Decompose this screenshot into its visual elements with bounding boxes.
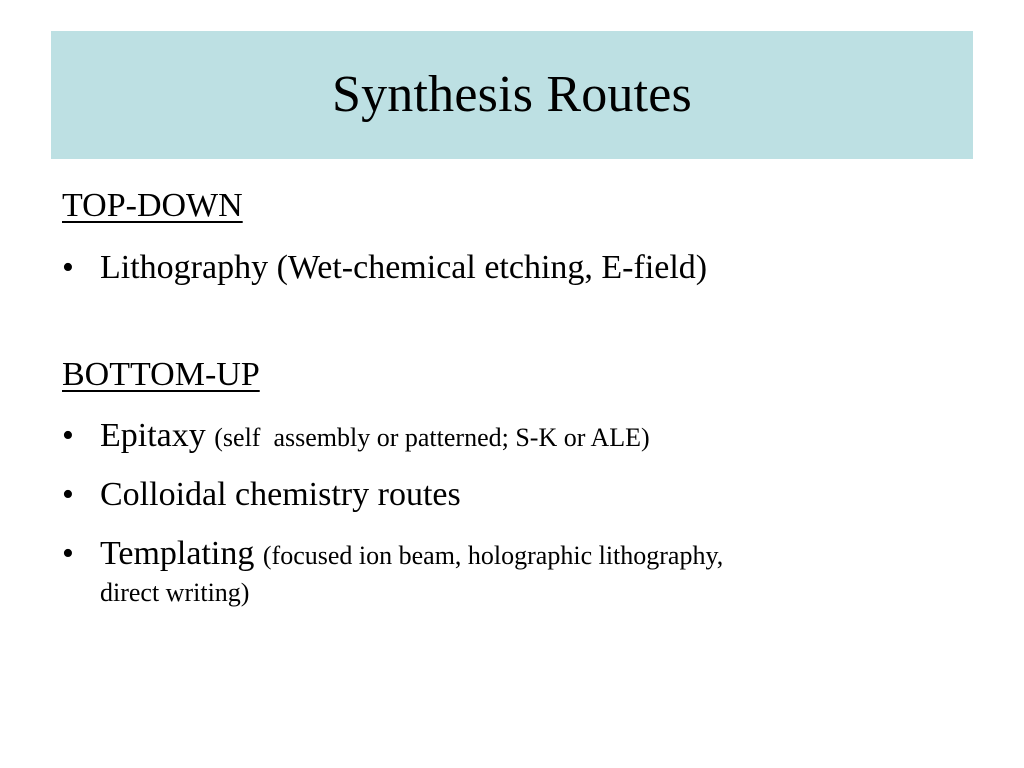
slide-content	[62, 186, 942, 611]
bullet-main-text: Colloidal chemistry routes	[100, 476, 461, 514]
section-heading-top-down: TOP-DOWN	[62, 187, 243, 224]
section-heading-bottom-up: BOTTOM-UP	[62, 355, 260, 393]
bullet-dot: •	[62, 248, 74, 286]
bullet-detail-text-line2: direct writing)	[100, 577, 250, 607]
slide-title: Synthesis Routes	[331, 66, 692, 123]
title-bar	[51, 31, 973, 159]
bullet-templating	[62, 534, 942, 611]
bullet-colloidal	[62, 475, 942, 516]
bullet-detail-text: (focused ion beam, holographic lithography,	[262, 540, 724, 570]
bullet-detail-text: (self assembly or patterned; S-K or ALE)	[214, 423, 650, 453]
bullet-main-text: Lithography (Wet-chemical etching, E-field)	[100, 248, 708, 286]
bullet-epitaxy	[62, 416, 942, 457]
bullet-dot: •	[62, 417, 74, 455]
bullet-lithography	[62, 248, 942, 289]
bullet-dot: •	[62, 476, 74, 514]
bullet-dot: •	[62, 534, 74, 572]
bullet-main-text: Epitaxy	[100, 417, 206, 455]
bullet-main-text: Templating	[100, 534, 255, 572]
